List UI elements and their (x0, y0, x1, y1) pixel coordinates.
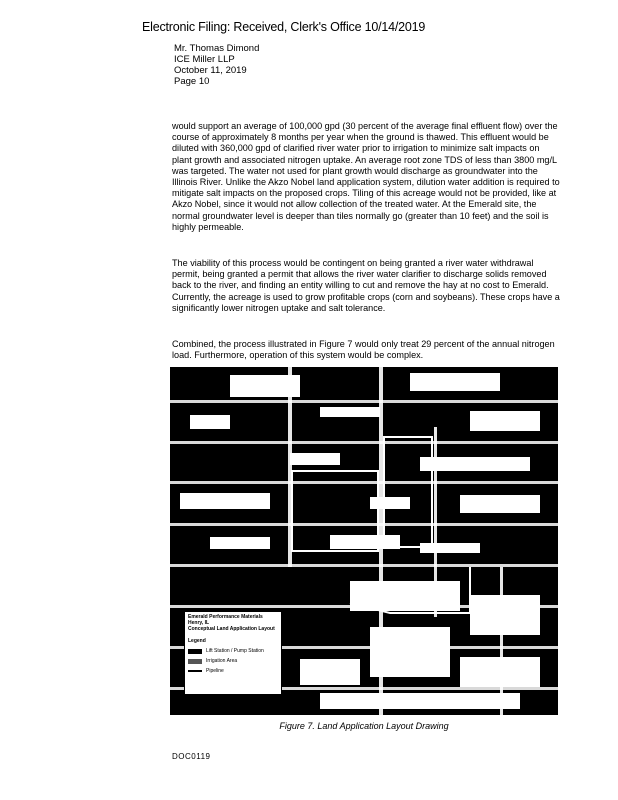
recipient-firm: ICE Miller LLP (174, 54, 235, 65)
legend-subtitle: Henry, IL (188, 620, 210, 626)
map-legend (184, 611, 282, 695)
irrigation-area-swatch-icon (188, 659, 202, 664)
figure-caption: Figure 7. Land Application Layout Drawing (279, 721, 449, 731)
letter-address-block (174, 43, 259, 87)
land-application-layout-figure (170, 367, 558, 715)
legend-item (188, 658, 278, 664)
lift-station-swatch-icon (188, 649, 202, 654)
legend-item-label: Lift Station / Pump Station (206, 648, 264, 654)
pipeline-line-icon (188, 670, 202, 672)
page-number: Page 10 (174, 76, 210, 87)
legend-item (188, 668, 278, 674)
recipient-name: Mr. Thomas Dimond (174, 43, 260, 54)
legend-heading: Legend (188, 638, 206, 644)
legend-item (188, 648, 278, 654)
body-paragraph-1: would support an average of 100,000 gpd (30 percent of the average final effluent flow) over the course of approximately 8 months per year when the ground is thawed. This effluent would be diluted with 360,000 gpd of clarified river water prior to irrigation to minimize salt impacts on plant growth and associated nitrogen uptake. An average root zone TDS of less than 3800 mg/L was targeted. The water not used for plant growth would discharge as groundwater into the Illinois River. Unlike the Akzo Nobel land application system, dilution water addition is required to mitigate salt impacts on the proposed crops. Tiling of this acreage would not be provided, like at Akzo Nobel, since it would not allow collection of the treated water. At the Emerald site, the normal groundwater level is deeper than tiles normally go (greater than 10 feet) and the soil is highly permeable. (172, 121, 560, 232)
legend-title: Emerald Performance Materials (188, 614, 263, 620)
legend-item-label: Pipeline (206, 668, 224, 674)
legend-map-title: Conceptual Land Application Layout (188, 626, 275, 632)
footer-code: DOC0119 (172, 752, 211, 761)
body-paragraph-2: The viability of this process would be contingent on being granted a river water withdrawal permit, being granted a permit that allows the river water clarifier to discharge solids removed back to the river, and finding an entity willing to cut and remove the hay at no cost to Emerald. Currently, the acreage is used to grow profitable crops (corn and soybeans). These crops have a significantly lower nitrogen uptake and salt tolerance. (172, 258, 560, 313)
filing-stamp: Electronic Filing: Received, Clerk's Office 10/14/2019 (142, 20, 426, 34)
legend-item-label: Irrigation Area (206, 658, 238, 664)
letter-date: October 11, 2019 (174, 65, 247, 76)
body-paragraph-3: Combined, the process illustrated in Figure 7 would only treat 29 percent of the annual nitrogen load. Furthermore, operation of this system would be complex. (172, 339, 555, 361)
